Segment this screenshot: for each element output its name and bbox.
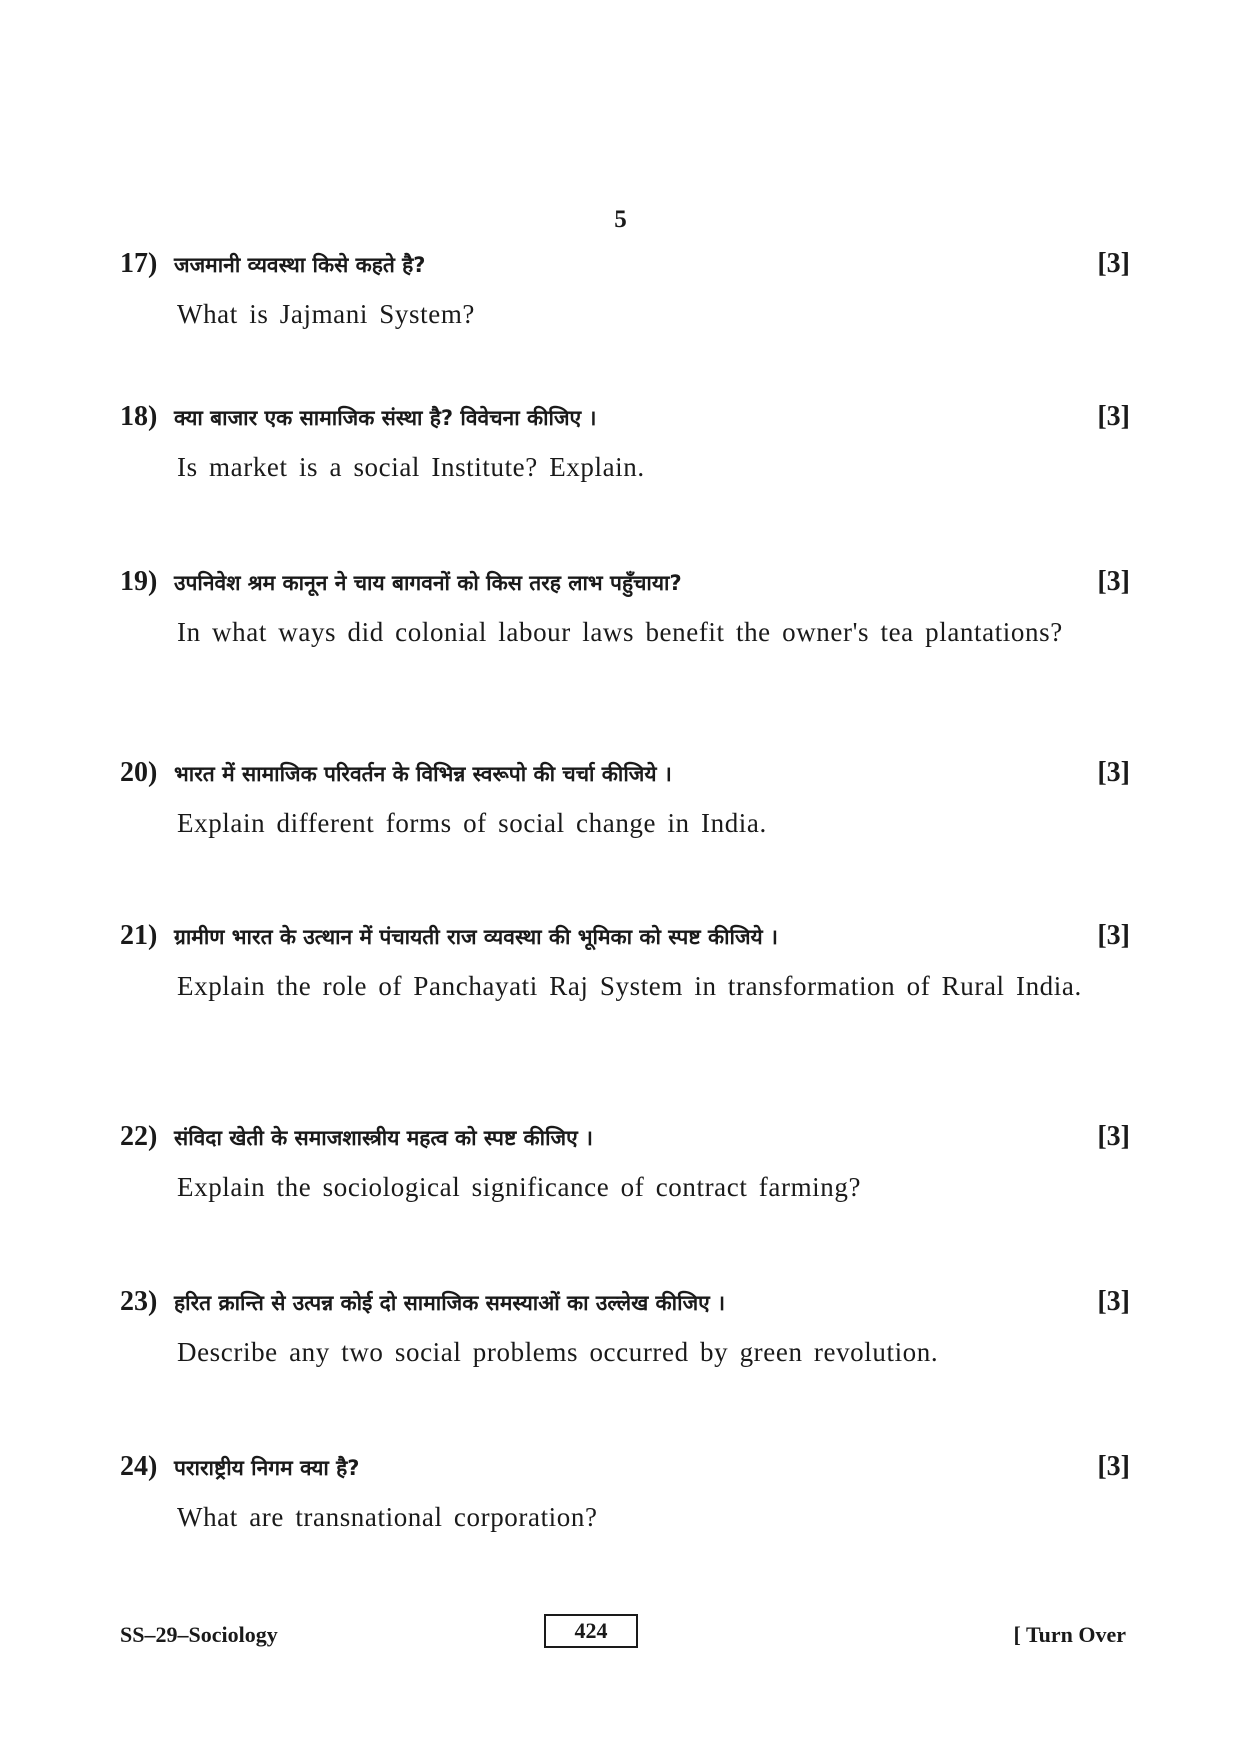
question-18 [120, 397, 1130, 486]
question-marks: [3] [1097, 1121, 1130, 1152]
question-marks: [3] [1097, 566, 1130, 597]
question-line [120, 1282, 1130, 1322]
sheet-number-box: 424 [544, 1614, 638, 1648]
question-line [120, 562, 1130, 602]
question-hindi: जजमानी व्यवस्था किसे कहते है? [174, 253, 426, 277]
question-marks: [3] [1097, 1451, 1130, 1482]
question-line [120, 397, 1130, 437]
question-hindi: भारत में सामाजिक परिवर्तन के विभिन्न स्वरूपो की चर्चा कीजिये । [174, 762, 672, 786]
question-line [120, 916, 1130, 956]
question-english: Explain the sociological significance of contract farming? [177, 1172, 862, 1202]
question-english: In what ways did colonial labour laws benefit the owner's tea plantations? [177, 617, 1063, 647]
question-23 [120, 1282, 1130, 1371]
question-number: 18) [120, 401, 158, 432]
question-number: 23) [120, 1286, 158, 1317]
question-number: 22) [120, 1121, 158, 1152]
question-hindi: उपनिवेश श्रम कानून ने चाय बागवनों को किस तरह लाभ पहुँचाया? [174, 571, 682, 595]
question-english: What are transnational corporation? [177, 1502, 598, 1532]
question-english: Explain the role of Panchayati Raj System in transformation of Rural India. [177, 971, 1082, 1001]
question-english: Describe any two social problems occurred by green revolution. [177, 1337, 939, 1367]
question-number: 17) [120, 248, 158, 279]
question-marks: [3] [1097, 401, 1130, 432]
question-line [120, 1447, 1130, 1487]
question-number: 20) [120, 757, 158, 788]
question-24 [120, 1447, 1130, 1536]
question-line [120, 244, 1130, 284]
turn-over-label: [ Turn Over [1013, 1622, 1126, 1647]
question-hindi: ग्रामीण भारत के उत्थान में पंचायती राज व्यवस्था की भूमिका को स्पष्ट कीजिये । [174, 925, 778, 949]
question-19 [120, 562, 1130, 651]
question-marks: [3] [1097, 248, 1130, 279]
question-hindi: क्या बाजार एक सामाजिक संस्था है? विवेचना कीजिए । [174, 406, 597, 430]
paper-code: SS–29–Sociology [120, 1622, 278, 1647]
question-english: What is Jajmani System? [177, 299, 476, 329]
question-english: Explain different forms of social change in India. [177, 808, 767, 838]
question-marks: [3] [1097, 1286, 1130, 1317]
question-hindi: हरित क्रान्ति से उत्पन्न कोई दो सामाजिक समस्याओं का उल्लेख कीजिए । [174, 1291, 726, 1315]
question-22 [120, 1117, 1130, 1206]
question-line [120, 1117, 1130, 1157]
question-marks: [3] [1097, 757, 1130, 788]
question-21 [120, 916, 1130, 1005]
question-english: Is market is a social Institute? Explain. [177, 452, 645, 482]
question-17 [120, 244, 1130, 333]
question-number: 24) [120, 1451, 158, 1482]
question-line [120, 753, 1130, 793]
question-20 [120, 753, 1130, 842]
question-marks: [3] [1097, 920, 1130, 951]
question-hindi: संविदा खेती के समाजशास्त्रीय महत्व को स्पष्ट कीजिए । [174, 1126, 594, 1150]
question-hindi: पराराष्ट्रीय निगम क्या है? [174, 1456, 360, 1480]
page-number: 5 [614, 206, 627, 233]
question-number: 19) [120, 566, 158, 597]
question-number: 21) [120, 920, 158, 951]
